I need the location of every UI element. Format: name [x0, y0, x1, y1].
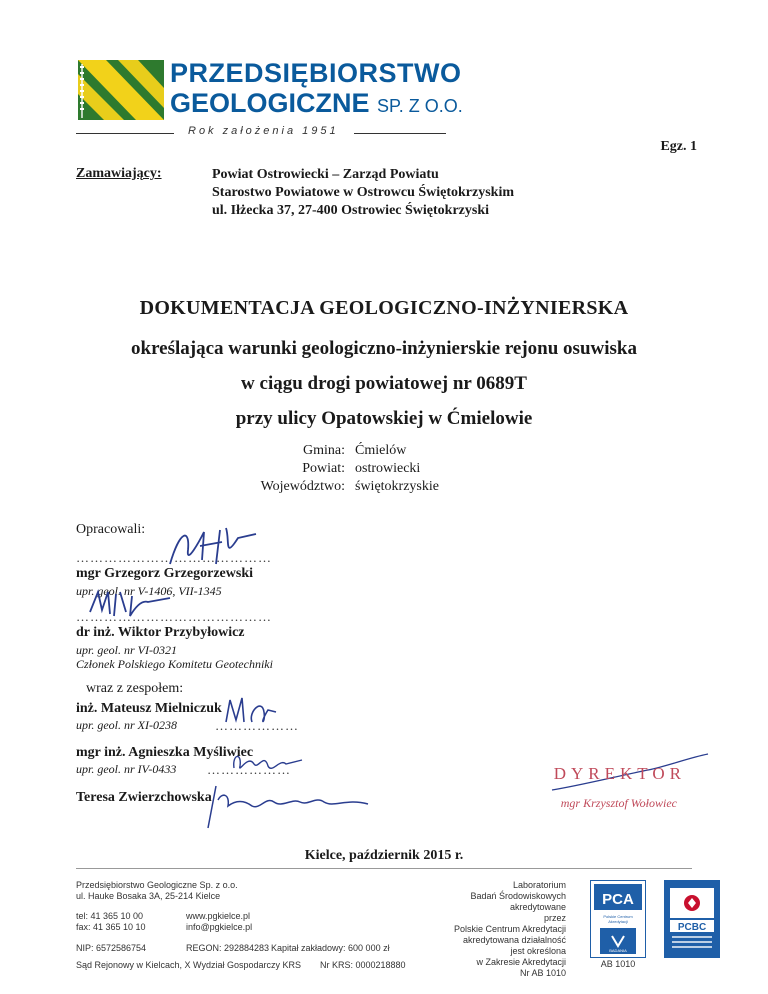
footer-tel: tel: 41 365 10 00: [76, 911, 144, 921]
client-address: [212, 166, 514, 220]
divider-right: [354, 133, 446, 134]
copy-number: Egz. 1: [660, 139, 697, 154]
author2-membership: Członek Polskiego Komitetu Geotechniki: [76, 657, 273, 671]
team-member-name: Teresa Zwierzchowska: [76, 790, 212, 805]
pca-badania: BADANIA: [609, 948, 627, 953]
company-name-line2: [170, 88, 463, 119]
divider-left: [76, 133, 174, 134]
lab-line: Laboratorium: [512, 880, 566, 890]
footer-email: info@pgkielce.pl: [186, 922, 253, 932]
wojewodztwo-value: świętokrzyskie: [355, 479, 439, 494]
director-stamp-name: mgr Krzysztof Wołowiec: [560, 796, 677, 810]
pcbc-certificate-logo-icon: [664, 880, 720, 958]
client-line: ul. Iłżecka 37, 27-400 Ostrowiec Świętokrzyski: [212, 203, 489, 218]
document-subtitle-line: w ciągu drogi powiatowej nr 0689T: [241, 373, 527, 394]
lab-accreditation-text: [454, 880, 566, 979]
founded-text: Rok założenia 1951: [188, 125, 339, 137]
prepared-label: Opracowali:: [76, 522, 146, 537]
footer-krs: Nr KRS: 0000218880: [320, 960, 406, 970]
lab-line: przez: [543, 913, 566, 923]
footer-company: Przedsiębiorstwo Geologiczne Sp. z o.o.: [76, 880, 238, 890]
pca-ab-number: AB 1010: [600, 959, 636, 969]
lab-line: Badań Środowiskowych: [470, 891, 566, 901]
author2-licence: upr. geol. nr VI-0321: [76, 643, 177, 657]
signature-line: ……………………………………: [76, 550, 272, 565]
admin-values: [355, 442, 439, 496]
signature-line: ………………: [215, 718, 299, 733]
footer-capital: Kapitał zakładowy: 600 000 zł: [271, 943, 390, 953]
team-label: wraz z zespołem:: [86, 681, 184, 696]
wojewodztwo-label: Województwo:: [260, 479, 345, 494]
signature-line: ……………………………………: [76, 609, 272, 624]
document-subtitle-line: określająca warunki geologiczno-inżynierskie rejonu osuwiska: [131, 338, 637, 359]
footer-court: Sąd Rejonowy w Kielcach, X Wydział Gospodarczy KRS: [76, 960, 302, 970]
company-suffix: SP. Z O.O.: [377, 96, 463, 116]
lab-line: akredytowane: [509, 902, 566, 912]
document-title: DOKUMENTACJA GEOLOGICZNO-INŻYNIERSKA: [139, 297, 629, 319]
lab-line: Nr AB 1010: [519, 968, 566, 978]
pca-accreditation-logo-icon: [590, 880, 646, 958]
pcbc-logo-text: PCBC: [677, 922, 707, 933]
pca-sub2: Akredytacji: [608, 919, 628, 924]
footer-regon: REGON: 292884283: [186, 943, 270, 953]
footer-www: www.pgkielce.pl: [186, 911, 251, 921]
lab-line: jest określona: [510, 946, 566, 956]
powiat-label: Powiat:: [302, 461, 345, 476]
team-member-licence: upr. geol. nr XI-0238: [76, 718, 177, 732]
company-name-line1: PRZEDSIĘBIORSTWO: [170, 58, 462, 88]
document-subtitle-line: przy ulicy Opatowskiej w Ćmielowie: [235, 408, 533, 429]
footer-nip: NIP: 6572586754: [76, 943, 147, 953]
founded-row: [76, 125, 446, 141]
gmina-value: Ćmielów: [355, 443, 407, 458]
signature-line: ………………: [207, 762, 291, 777]
team-member-name: mgr inż. Agnieszka Myśliwiec: [76, 745, 254, 760]
company-name-geologiczne: GEOLOGICZNE: [170, 88, 370, 118]
gmina-label: Gmina:: [303, 443, 345, 458]
lab-line: w Zakresie Akredytacji: [476, 957, 566, 967]
admin-labels: [200, 442, 345, 496]
client-label: Zamawiający:: [76, 166, 162, 181]
place-date: Kielce, październik 2015 r.: [304, 848, 464, 863]
client-line: Starostwo Powiatowe w Ostrowcu Świętokrzyskim: [212, 185, 515, 200]
pca-sub1: Polskie Centrum: [603, 914, 633, 919]
team-member-licence: upr. geol. nr IV-0433: [76, 762, 177, 776]
company-logo-icon: [78, 60, 164, 120]
client-line: Powiat Ostrowiecki – Zarząd Powiatu: [212, 167, 439, 182]
footer-address: ul. Hauke Bosaka 3A, 25-214 Kielce: [76, 891, 221, 901]
author1-name: mgr Grzegorz Grzegorzewski: [76, 566, 253, 581]
director-stamp-title: DYREKTOR: [553, 764, 686, 783]
lab-line: akredytowana działalność: [462, 935, 566, 945]
footer-fax: fax: 41 365 10 10: [76, 922, 146, 932]
signature-zwierzchowska-icon: [200, 780, 380, 832]
lab-line: Polskie Centrum Akredytacji: [453, 924, 566, 934]
powiat-value: ostrowiecki: [355, 461, 421, 476]
pca-logo-text: PCA: [602, 891, 634, 908]
team-member-name: inż. Mateusz Mielniczuk: [76, 701, 222, 716]
footer-divider: [76, 868, 692, 869]
author2-name: dr inż. Wiktor Przybyłowicz: [76, 625, 245, 640]
author1-licence: upr. geol. nr V-1406, VII-1345: [76, 584, 222, 598]
